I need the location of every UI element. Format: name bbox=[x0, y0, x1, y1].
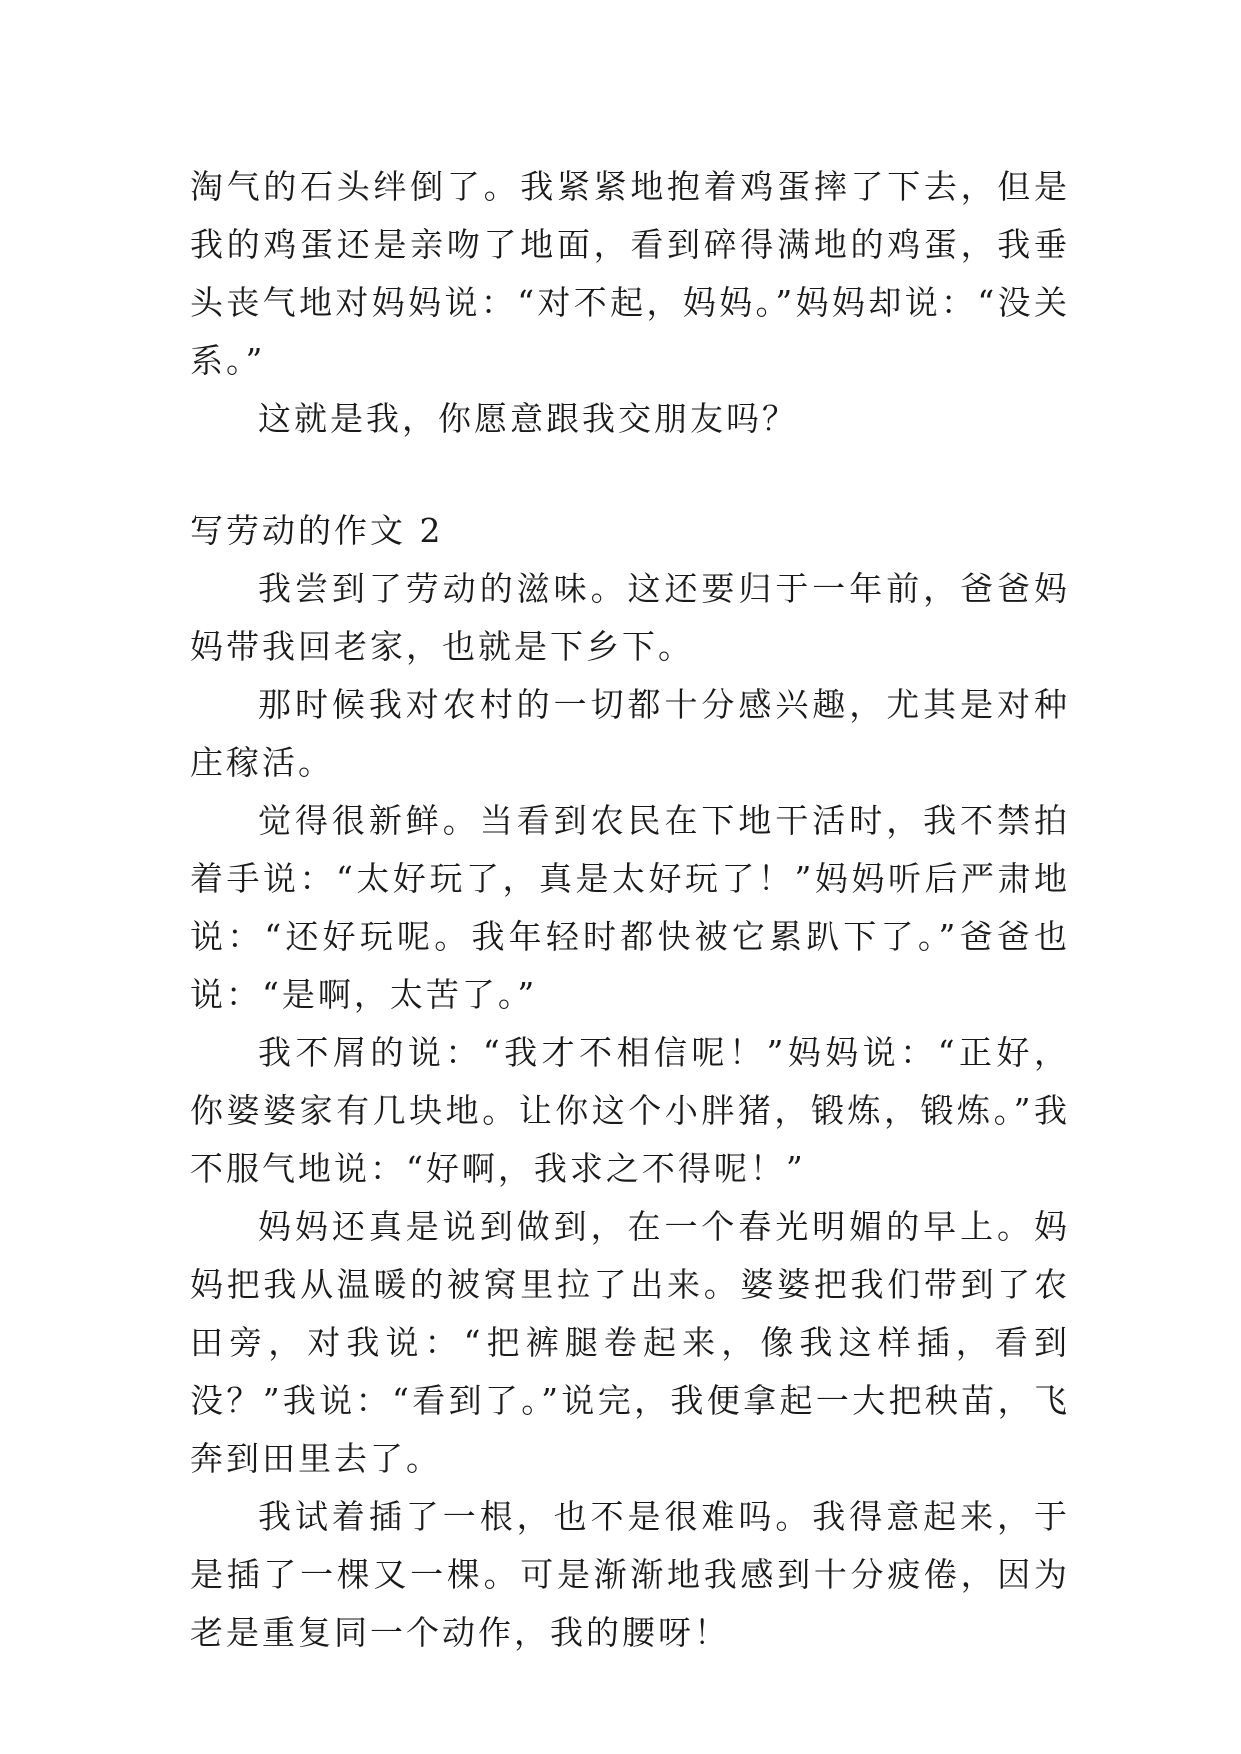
section-title: 写劳动的作文 2 bbox=[190, 511, 444, 550]
body-paragraph-4: 我不屑的说：“我才不相信呢！”妈妈说：“正好，你婆婆家有几块地。让你这个小胖猪，锻炼，锻炼。”我不服气地说：“好啊，我求之不得呢！” bbox=[190, 1033, 1070, 1188]
intro-closing-paragraph: 这就是我，你愿意跟我交朋友吗？ bbox=[258, 399, 798, 438]
body-paragraph-1: 我尝到了劳动的滋味。这还要归于一年前，爸爸妈妈带我回老家，也就是下乡下。 bbox=[190, 569, 1070, 666]
body-paragraph-2: 那时候我对农村的一切都十分感兴趣，尤其是对种庄稼活。 bbox=[190, 685, 1070, 782]
intro-continuation-paragraph: 淘气的石头绊倒了。我紧紧地抱着鸡蛋摔了下去，但是我的鸡蛋还是亲吻了地面，看到碎得满地的鸡蛋，我垂头丧气地对妈妈说：“对不起，妈妈。”妈妈却说：“没关系。” bbox=[190, 167, 1070, 380]
document-body bbox=[190, 158, 1070, 1662]
body-paragraph-5: 妈妈还真是说到做到，在一个春光明媚的早上。妈妈把我从温暖的被窝里拉了出来。婆婆把我们带到了农田旁，对我说：“把裤腿卷起来，像我这样插，看到没？”我说：“看到了。”说完，我便拿起一大把秧苗，飞奔到田里去了。 bbox=[190, 1207, 1070, 1478]
body-paragraph-3: 觉得很新鲜。当看到农民在下地干活时，我不禁拍着手说：“太好玩了，真是太好玩了！”妈妈听后严肃地说：“还好玩呢。我年轻时都快被它累趴下了。”爸爸也说：“是啊，太苦了。” bbox=[190, 801, 1070, 1014]
body-paragraph-6: 我试着插了一根，也不是很难吗。我得意起来，于是插了一棵又一棵。可是渐渐地我感到十分疲倦，因为老是重复同一个动作，我的腰呀！ bbox=[190, 1497, 1070, 1652]
